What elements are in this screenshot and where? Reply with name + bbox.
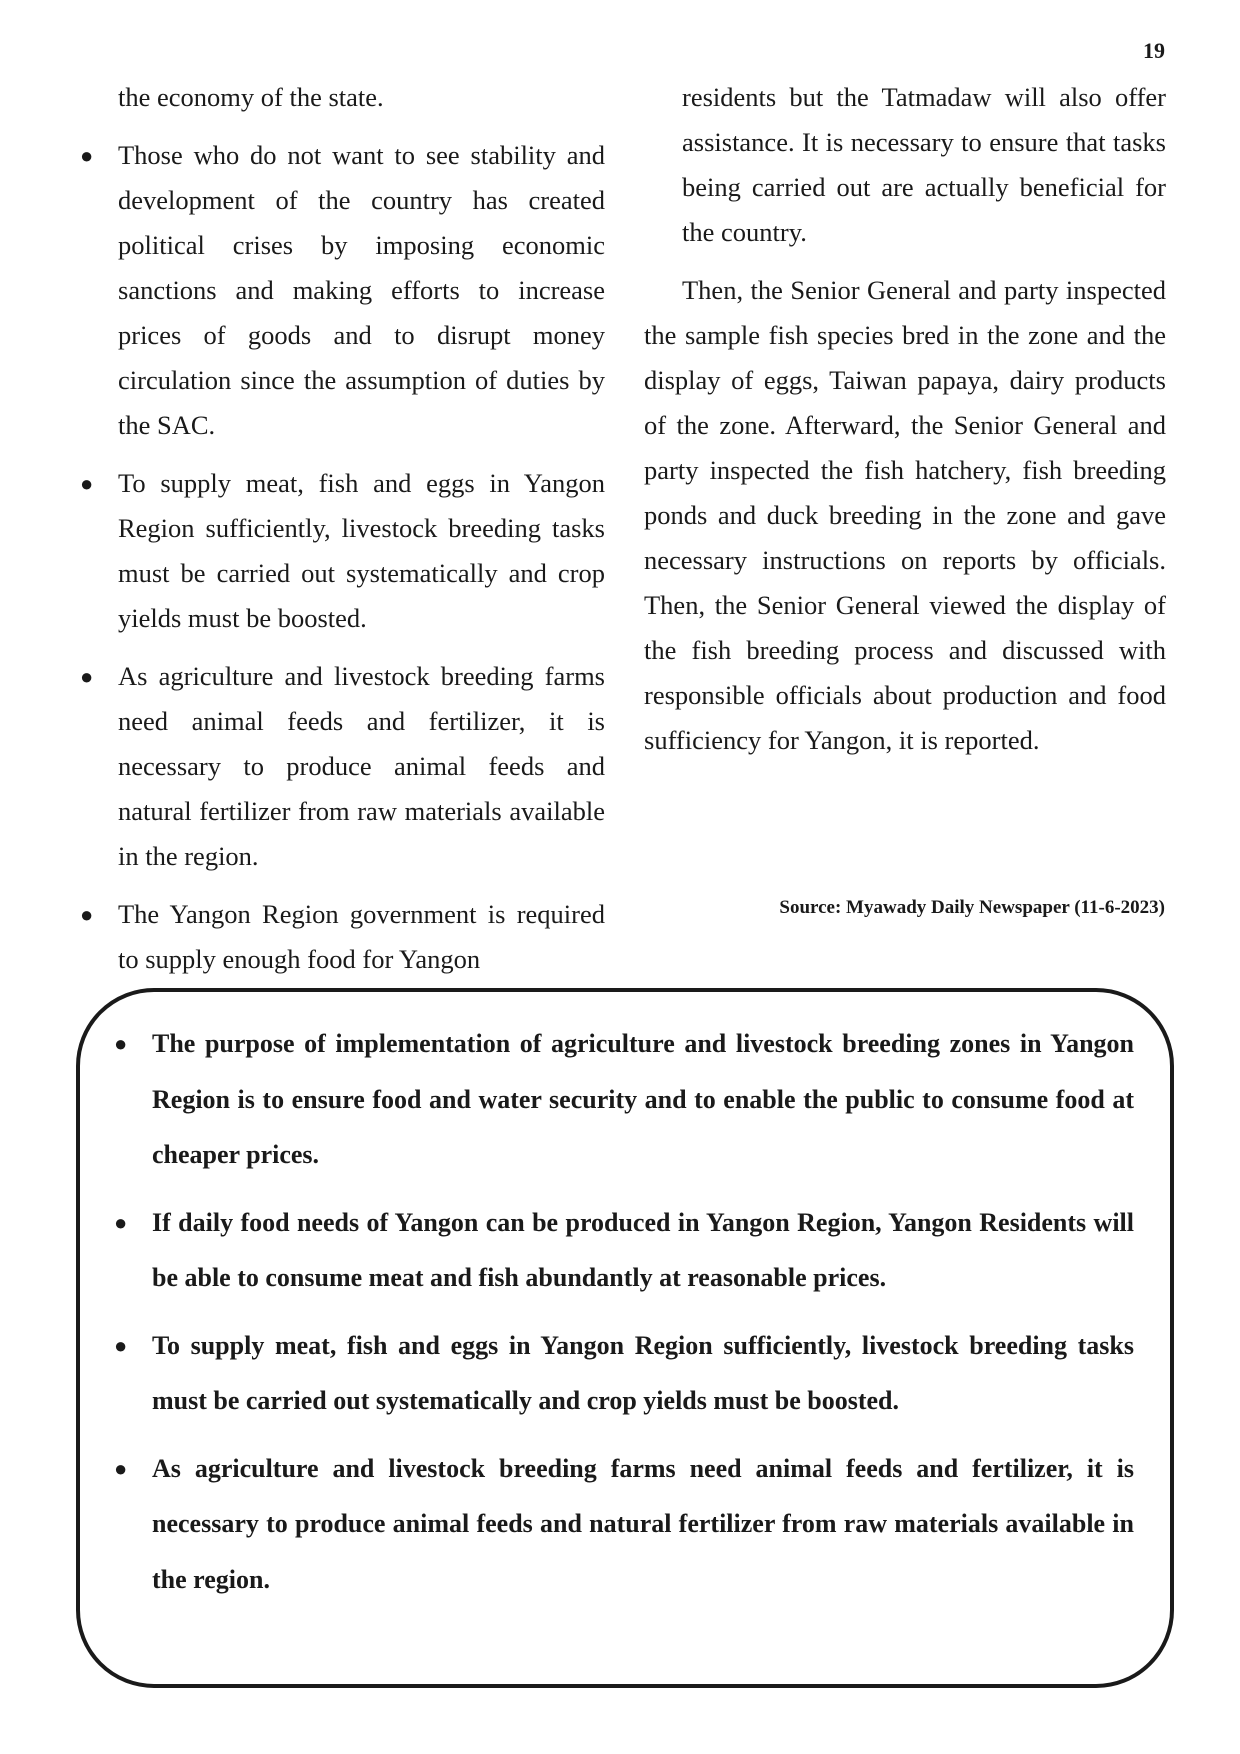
- left-bullet-list: [80, 133, 605, 982]
- list-item: [80, 461, 605, 641]
- source-citation: Source: Myawady Daily Newspaper (11-6-2023): [779, 897, 1165, 918]
- left-intro-text: the economy of the state.: [118, 82, 384, 112]
- summary-bullet-list: [80, 992, 1170, 1607]
- left-column: [80, 72, 605, 982]
- summary-item: [114, 1016, 1134, 1183]
- list-item-text: As agriculture and livestock breeding farms need animal feeds and fertilizer, it is necessary to produce animal feeds and natural fertilizer from raw materials available in the region.: [118, 661, 605, 871]
- summary-box: [76, 988, 1174, 1688]
- summary-item-text: The purpose of implementation of agriculture and livestock breeding zones in Yangon Region is to ensure food and water security and to enable the public to consume food at cheaper prices.: [152, 1029, 1134, 1169]
- list-item: [80, 892, 605, 982]
- summary-item: [114, 1441, 1134, 1608]
- list-item-text: The Yangon Region government is required to supply enough food for Yangon: [118, 899, 605, 974]
- right-column: [644, 72, 1166, 776]
- bullet-icon: ●: [114, 1455, 128, 1481]
- bullet-icon: ●: [80, 664, 94, 689]
- bullet-icon: ●: [114, 1209, 128, 1235]
- list-item: [80, 133, 605, 448]
- page-number: 19: [1143, 38, 1165, 63]
- list-item-text: To supply meat, fish and eggs in Yangon Region sufficiently, livestock breeding tasks must be carried out systematically and crop yields must be boosted.: [118, 468, 605, 633]
- summary-item: [114, 1195, 1134, 1306]
- summary-item-text: If daily food needs of Yangon can be produced in Yangon Region, Yangon Residents will be able to consume meat and fish abundantly at reasonable prices.: [152, 1207, 1134, 1292]
- summary-item: [114, 1318, 1134, 1429]
- list-item: [80, 654, 605, 879]
- list-item-text: Those who do not want to see stability and development of the country has created political crises by imposing economic sanctions and making efforts to increase prices of goods and to disrupt money circulation since the assumption of duties by the SAC.: [118, 140, 605, 440]
- bullet-icon: ●: [80, 143, 94, 168]
- bullet-icon: ●: [114, 1332, 128, 1358]
- bullet-icon: ●: [80, 902, 94, 927]
- bullet-icon: ●: [80, 471, 94, 496]
- summary-item-text: To supply meat, fish and eggs in Yangon Region sufficiently, livestock breeding tasks must be carried out systematically and crop yields must be boosted.: [152, 1330, 1134, 1415]
- summary-item-text: As agriculture and livestock breeding farms need animal feeds and fertilizer, it is necessary to produce animal feeds and natural fertilizer from raw materials available in the region.: [152, 1453, 1134, 1594]
- bullet-icon: ●: [114, 1031, 128, 1056]
- right-continuation-text: residents but the Tatmadaw will also offer assistance. It is necessary to ensure that tasks being carried out are actually beneficial for the country.: [682, 82, 1166, 247]
- right-paragraph: Then, the Senior General and party inspected the sample fish species bred in the zone and the display of eggs, Taiwan papaya, dairy products of the zone. Afterward, the Senior General and party inspected the fish hatchery, fish breeding ponds and duck breeding in the zone and gave necessary instructions on reports by officials. Then, the Senior General viewed the display of the fish breeding process and discussed with responsible officials about production and food sufficiency for Yangon, it is reported.: [644, 275, 1166, 755]
